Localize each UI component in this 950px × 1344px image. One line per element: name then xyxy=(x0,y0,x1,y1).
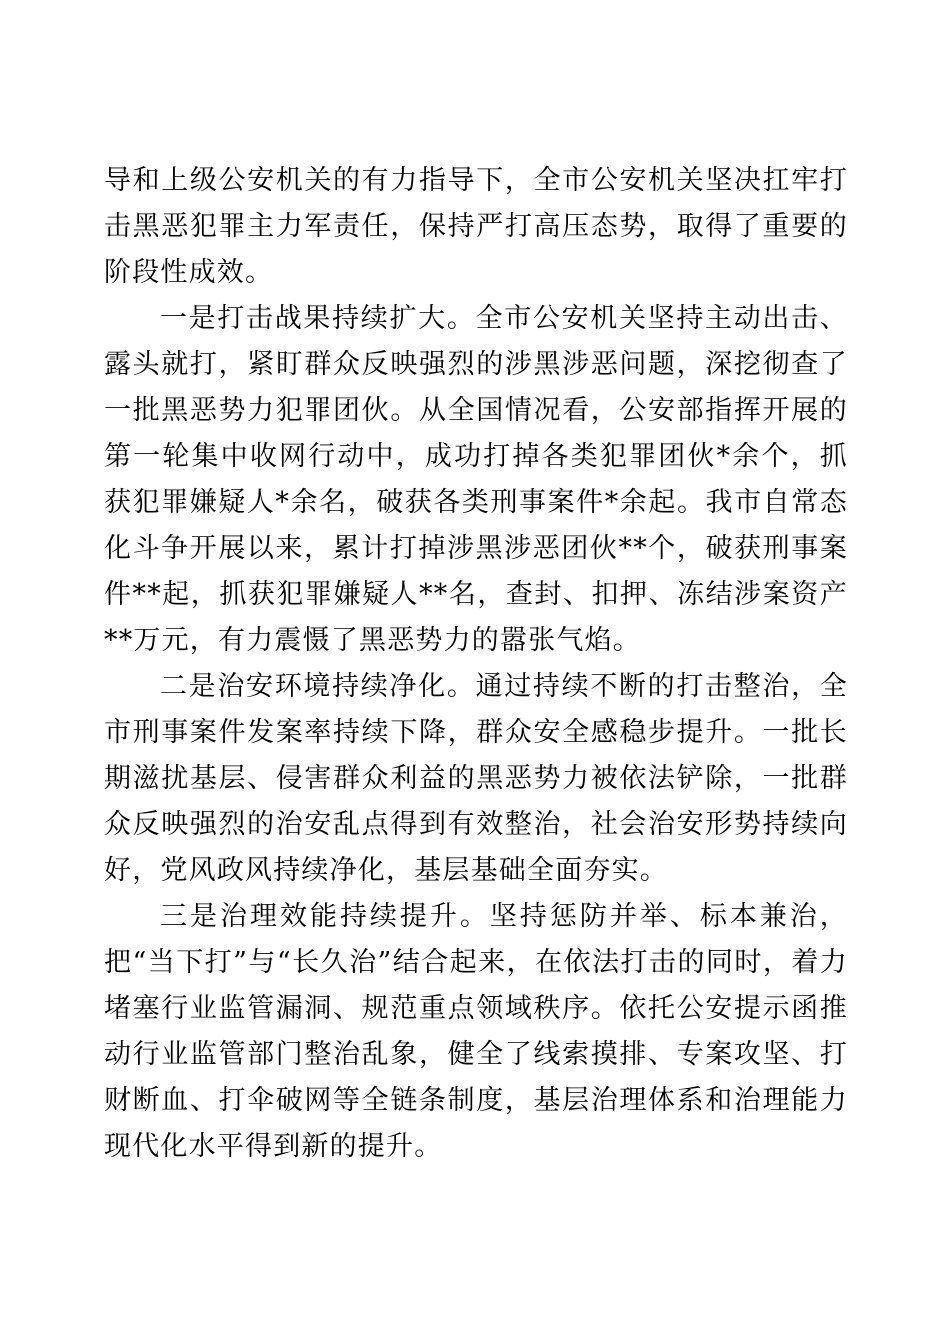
paragraph-continuation: 导和上级公安机关的有力指导下，全市公安机关坚决扛牢打击黑恶犯罪主力军责任，保持严打高压态势，取得了重要的阶段性成效。 xyxy=(104,165,848,288)
paragraph-strike-results: 一是打击战果持续扩大。全市公安机关坚持主动出击、露头就打，紧盯群众反映强烈的涉黑涉恶问题，深挖彻查了一批黑恶势力犯罪团伙。从全国情况看，公安部指挥开展的第一轮集中收网行动中，成功打掉各类犯罪团伙*余个，抓获犯罪嫌疑人*余名，破获各类刑事案件*余起。我市自常态化斗争开展以来，累计打掉涉黑涉恶团伙**个，破获刑事案件**起，抓获犯罪嫌疑人**名，查封、扣押、冻结涉案资产**万元，有力震慑了黑恶势力的嚣张气焰。 xyxy=(104,303,848,656)
document-body xyxy=(104,158,848,1170)
paragraph-public-security: 二是治安环境持续净化。通过持续不断的打击整治，全市刑事案件发案率持续下降，群众安全感稳步提升。一批长期滋扰基层、侵害群众利益的黑恶势力被依法铲除，一批群众反映强烈的治安乱点得到有效整治，社会治安形势持续向好，党风政风持续净化，基层基础全面夯实。 xyxy=(104,671,848,886)
paragraph-governance: 三是治理效能持续提升。坚持惩防并举、标本兼治，把“当下打”与“长久治”结合起来，在依法打击的同时，着力堵塞行业监管漏洞、规范重点领域秩序。依托公安提示函推动行业监管部门整治乱象，健全了线索摸排、专案攻坚、打财断血、打伞破网等全链条制度，基层治理体系和治理能力现代化水平得到新的提升。 xyxy=(104,901,848,1162)
